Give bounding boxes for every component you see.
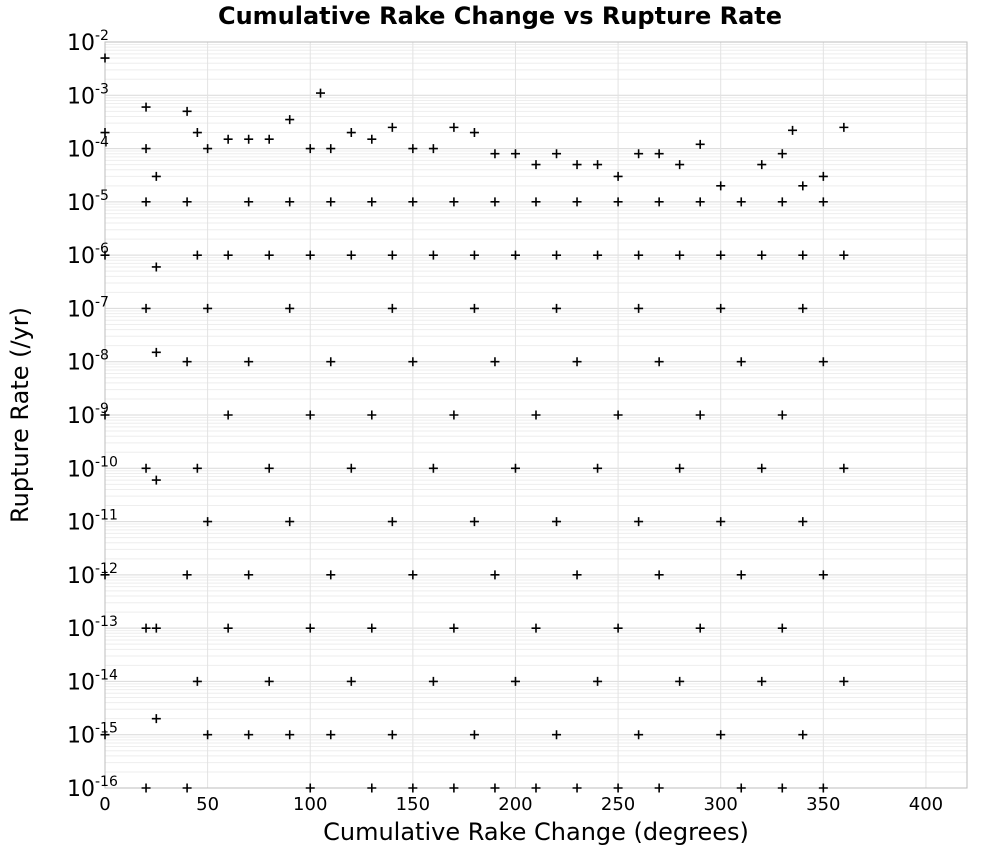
y-tick-exponent: -5 [95,187,109,204]
y-tick-base: 10 [67,190,95,216]
x-tick-label: 400 [908,794,944,815]
x-tick-label: 350 [806,794,841,815]
x-tick-label: 100 [293,794,328,815]
y-tick-base: 10 [67,617,95,643]
y-tick-base: 10 [67,777,95,802]
y-tick-base: 10 [67,563,95,589]
chart-title: Cumulative Rake Change vs Rupture Rate [217,2,783,30]
y-tick-exponent: -9 [95,401,109,417]
y-tick-base: 10 [67,457,95,483]
x-tick-label: 0 [99,794,111,815]
y-tick-base: 10 [67,84,95,110]
x-axis-label: Cumulative Rake Change (degrees) [323,818,749,846]
y-tick-base: 10 [67,31,95,56]
y-tick-exponent: -8 [95,347,109,364]
x-tick-label: 150 [395,794,431,815]
x-tick-label: 250 [600,794,636,815]
y-tick-exponent: -3 [95,81,109,98]
x-tick-label: 50 [196,794,220,815]
y-tick-exponent: -7 [95,294,109,311]
y-tick-exponent: -11 [95,507,118,524]
y-tick-exponent: -2 [95,28,109,44]
y-tick-base: 10 [67,297,95,323]
y-tick-base: 10 [67,244,95,270]
x-tick-label: 300 [703,794,738,815]
y-tick-exponent: -15 [95,720,118,737]
y-tick-base: 10 [67,350,95,376]
y-tick-exponent: -13 [95,614,118,631]
y-tick-base: 10 [67,510,95,536]
y-tick-exponent: -14 [95,667,118,684]
y-tick-exponent: -16 [95,774,118,790]
y-tick-exponent: -6 [95,241,109,258]
y-tick-exponent: -10 [95,454,118,471]
x-tick-label: 200 [498,794,533,815]
y-tick-base: 10 [67,670,95,696]
y-tick-exponent: -4 [95,134,109,151]
y-tick-base: 10 [67,723,95,749]
y-tick-exponent: -12 [95,560,118,577]
y-tick-base: 10 [67,137,95,163]
y-axis-label: Rupture Rate (/yr) [6,307,34,523]
y-tick-base: 10 [67,404,95,429]
